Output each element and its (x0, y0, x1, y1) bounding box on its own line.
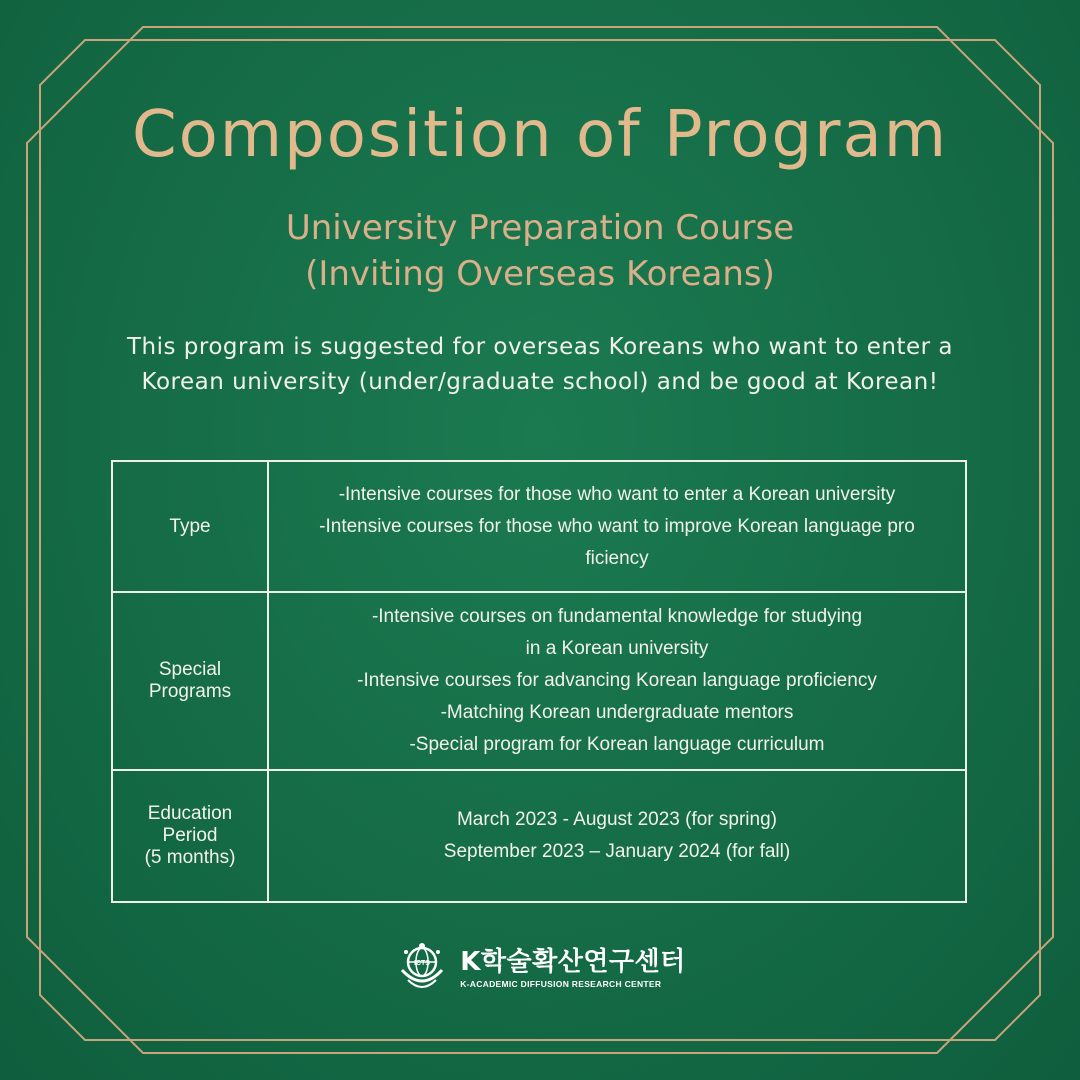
value-line: -Intensive courses for those who want to improve Korean language pro (319, 515, 915, 537)
organization-subtitle: K-ACADEMIC DIFFUSION RESEARCH CENTER (460, 979, 662, 989)
label-line: Type (169, 515, 211, 537)
value-line: September 2023 – January 2024 (for fall) (443, 841, 791, 862)
label-line: (5 months) (144, 847, 236, 868)
organization-logo (0, 940, 1080, 996)
program-table (111, 460, 967, 903)
subtitle-line: (Inviting Overseas Koreans) (305, 254, 775, 294)
value-line: -Special program for Korean language curriculum (409, 734, 825, 755)
label-line: Programs (148, 681, 232, 702)
value-line: -Intensive courses on fundamental knowledge for studying (371, 606, 863, 627)
label-line: Period (162, 825, 218, 846)
program-description: This program is suggested for overseas Koreans who want to enter a Korean university (under/graduate school) and be good at Korean! (126, 334, 954, 395)
page-title: Composition of Program (131, 98, 949, 172)
page-subtitle (0, 205, 1080, 297)
row-value (268, 770, 966, 902)
value-line: -Matching Korean undergraduate mentors (440, 702, 794, 723)
table-row (112, 461, 966, 592)
value-line: in a Korean university (525, 638, 709, 659)
value-line: -Intensive courses for advancing Korean language proficiency (357, 670, 877, 691)
label-line: Special (158, 659, 222, 680)
row-label (112, 461, 268, 592)
subtitle-line: University Preparation Course (285, 208, 795, 248)
row-label (112, 592, 268, 770)
row-label (112, 770, 268, 902)
value-line: ficiency (585, 547, 649, 569)
organization-name: K학술확산연구센터 (460, 947, 686, 977)
emblem-text: ICTS (414, 960, 431, 967)
row-value (268, 461, 966, 592)
globe-emblem-icon (394, 940, 450, 996)
value-line: -Intensive courses for those who want to enter a Korean university (338, 483, 896, 505)
label-line: Education (147, 803, 233, 824)
table-row (112, 592, 966, 770)
value-line: March 2023 - August 2023 (for spring) (456, 809, 777, 830)
table-row (112, 770, 966, 902)
row-value (268, 592, 966, 770)
